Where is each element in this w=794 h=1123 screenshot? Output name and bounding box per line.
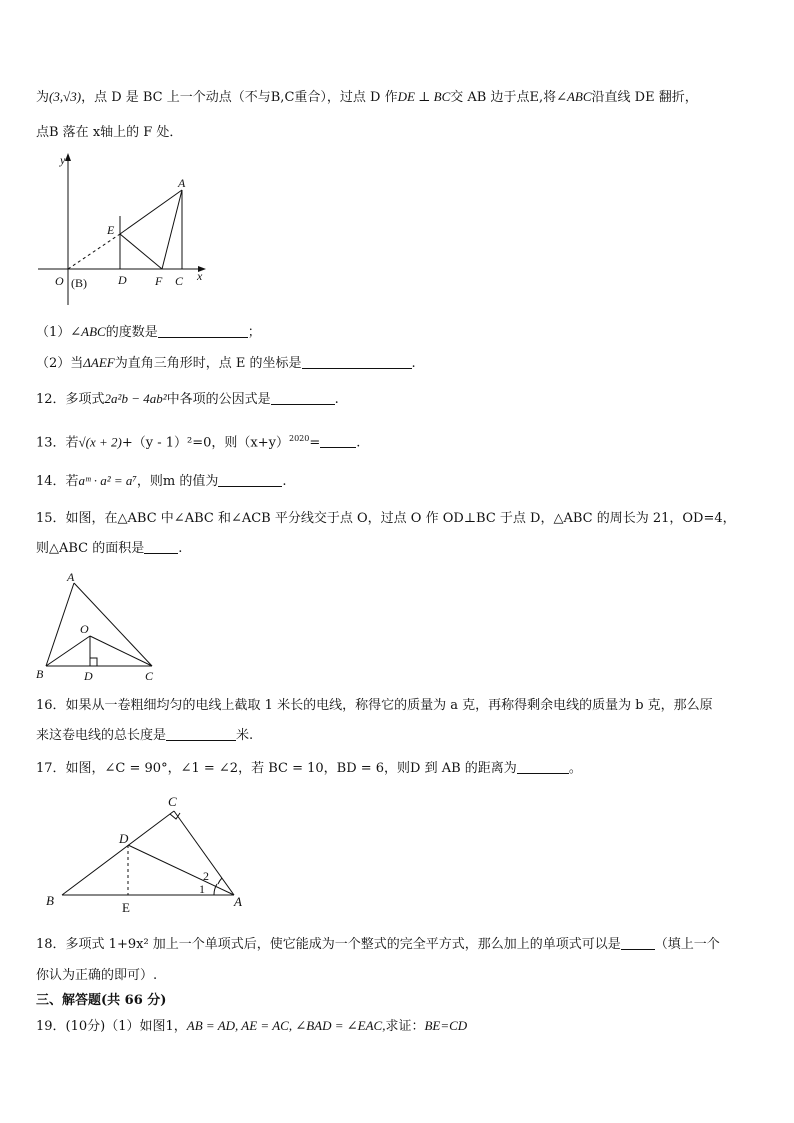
q15-end: .	[178, 541, 183, 556]
answer-blank-15[interactable]	[144, 540, 178, 554]
q18-text-end: （填上一个	[654, 937, 720, 952]
label-c: C	[168, 794, 177, 809]
segment-ef	[120, 234, 162, 269]
q11-2-text: 为直角三角形时，点 E 的坐标是	[114, 356, 302, 371]
answer-blank-14[interactable]	[218, 473, 282, 487]
question-11-part-1	[36, 323, 261, 342]
label-d: D	[119, 831, 129, 846]
q12-math: 2a²b − 4ab²	[104, 391, 167, 406]
q13-sqrt: √(x + 2)	[78, 434, 122, 450]
angle-abc-expression: ∠ABC	[556, 89, 592, 104]
q18-text: 18．多项式 1+9x² 加上一个单项式后，使它能成为一个整式的完全平方式，那么加上的单项式可以是	[36, 937, 621, 952]
segment-bo	[46, 636, 90, 666]
q17-text: 17．如图，∠C = 90°，∠1 = ∠2，若 BC = 10，BD = 6，则D 到 AB 的距离为	[36, 761, 517, 776]
label-y: y	[60, 153, 66, 167]
label-c: C	[145, 669, 154, 683]
label-a: A	[234, 894, 242, 909]
question-15-line-2	[36, 540, 182, 558]
label-b: (B)	[71, 276, 87, 290]
intro-text-1: ，点 D 是 BC 上一个动点（不与B,C重合），过点 D 作	[81, 90, 398, 105]
coordinate-expression: (3,√3)	[49, 89, 82, 104]
question-16-line-1: 16．如果从一卷粗细均匀的电线上截取 1 米长的电线，称得它的质量为 a 克，再称得剩余电线的质量为 b 克，那么原	[36, 698, 713, 713]
segment-ab	[46, 583, 74, 666]
question-16-line-2	[36, 727, 253, 745]
label-f: F	[155, 274, 163, 288]
segment-co	[90, 636, 152, 666]
question-17	[36, 760, 582, 778]
q13-exponent: 2020	[289, 434, 310, 443]
label-angle-1: 1	[199, 882, 205, 896]
q17-end: 。	[568, 761, 582, 776]
answer-blank-17[interactable]	[517, 760, 569, 774]
question-18-line-2: 你认为正确的即可）.	[36, 968, 158, 983]
label-o: O	[80, 622, 89, 636]
q16-text: 来这卷电线的总长度是	[36, 728, 167, 743]
intro-line-2: 点B 落在 x轴上的 F 处．	[36, 125, 183, 140]
q13-prefix: 13．若	[36, 435, 79, 451]
q12-prefix: 12．多项式	[36, 392, 105, 407]
q11-1-math: ∠ABC	[70, 324, 106, 339]
q14-text: ，则m 的值为	[136, 474, 219, 489]
answer-blank-18[interactable]	[621, 936, 655, 950]
label-d: D	[118, 273, 127, 287]
question-19	[36, 1017, 467, 1036]
q11-2-prefix: （2）当	[36, 356, 84, 371]
answer-blank-16[interactable]	[166, 727, 236, 741]
label-b: B	[36, 667, 44, 681]
intro-line-1	[36, 88, 698, 107]
question-15-line-1: 15．如图，在△ABC 中∠ABC 和∠ACB 平分线交于点 O，过点 O 作 OD⊥BC 于点 D，△ABC 的周长为 21，OD=4，	[36, 511, 736, 526]
label-c: C	[175, 274, 184, 288]
q11-2-end: .	[411, 356, 416, 371]
intro-text-2: 交 AB 边于点E,将	[450, 90, 557, 105]
q12-text: 中各项的公因式是	[166, 392, 271, 407]
q16-end: 米.	[236, 728, 254, 743]
q11-1-prefix: （1）	[36, 325, 71, 340]
answer-blank-13[interactable]	[320, 434, 356, 448]
question-12	[36, 390, 339, 409]
q13-end: .	[356, 435, 361, 451]
figure-coordinate-fold	[36, 150, 216, 310]
q19-text: 求证：	[385, 1019, 425, 1034]
q11-2-math: ΔAEF	[83, 355, 115, 370]
segment-bc	[62, 811, 174, 895]
q14-prefix: 14．若	[36, 474, 79, 489]
q12-end: .	[334, 392, 339, 407]
right-angle-mark	[90, 658, 97, 666]
answer-blank-11-2[interactable]	[302, 355, 412, 369]
angle-arc-mark-2	[218, 878, 222, 884]
q13-mid: +（y - 1）²=0，则（x+y）	[121, 435, 289, 451]
label-d: D	[84, 669, 93, 683]
answer-blank-11-1[interactable]	[158, 324, 248, 338]
q19-math: AB = AD, AE = AC, ∠BAD = ∠EAC,	[186, 1018, 386, 1033]
label-a: A	[178, 176, 186, 190]
label-a: A	[67, 570, 75, 584]
label-e: E	[107, 223, 115, 237]
question-13	[36, 430, 360, 452]
question-11-part-2	[36, 354, 416, 373]
perpendicular-expression: DE ⊥ BC	[397, 89, 451, 104]
q11-1-end: ；	[247, 325, 261, 340]
y-axis-arrow-icon	[65, 153, 71, 161]
label-angle-2: 2	[203, 869, 209, 883]
answer-blank-12[interactable]	[271, 391, 335, 405]
label-e: E	[122, 900, 130, 915]
label-o: O	[55, 274, 64, 288]
intro-text-3: 沿直线 DE 翻折，	[591, 90, 698, 105]
intro-prefix: 为	[36, 90, 50, 105]
label-b: B	[46, 893, 54, 908]
q14-end: .	[282, 474, 287, 489]
section-heading: 三、解答题(共 66 分)	[36, 993, 167, 1008]
question-14	[36, 472, 287, 491]
figure-triangle-bisectors	[34, 570, 164, 685]
figure-right-triangle	[42, 792, 252, 917]
segment-da	[128, 845, 234, 895]
segment-be-dashed	[68, 234, 120, 269]
q14-math: aᵐ · a² = a⁷	[78, 473, 137, 488]
question-18-line-1	[36, 936, 720, 954]
q11-1-text: 的度数是	[105, 325, 158, 340]
label-x: x	[197, 269, 203, 283]
q19-prefix: 19．(10分)（1）如图1，	[36, 1019, 187, 1034]
q15-text: 则△ABC 的面积是	[36, 541, 145, 556]
q19-proof-target: BE=CD	[424, 1018, 468, 1033]
q13-text: =	[309, 435, 321, 451]
